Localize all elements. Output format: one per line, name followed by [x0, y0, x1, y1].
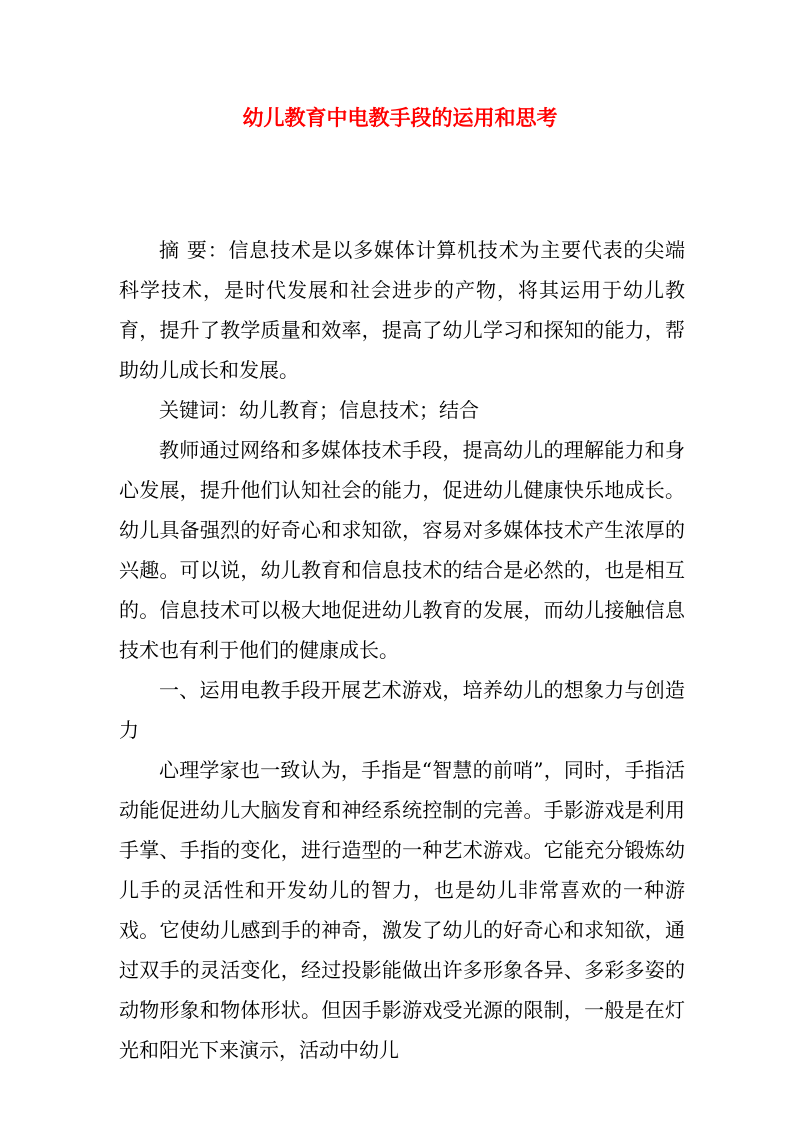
- intro-paragraph: 教师通过网络和多媒体技术手段，提高幼儿的理解能力和身心发展，提升他们认知社会的能力，促进幼儿健康快乐地成长。幼儿具备强烈的好奇心和求知欲，容易对多媒体技术产生浓厚的兴趣。可以说，幼儿教育和信息技术的结合是必然的，也是相互的。信息技术可以极大地促进幼儿教育的发展，而幼儿接触信息技术也有利于他们的健康成长。: [119, 438, 685, 662]
- document-body: [119, 230, 685, 1070]
- section-body-paragraph: 心理学家也一致认为，手指是“智慧的前哨”，同时，手指活动能促进幼儿大脑发育和神经系统控制的完善。手影游戏是利用手掌、手指的变化，进行造型的一种艺术游戏。它能充分锻炼幼儿手的灵活性和开发幼儿的智力，也是幼儿非常喜欢的一种游戏。它使幼儿感到手的神奇，激发了幼儿的好奇心和求知欲，通过双手的灵活变化，经过投影能做出许多形象各异、多彩多姿的动物形象和物体形状。但因手影游戏受光源的限制，一般是在灯光和阳光下来演示，活动中幼儿: [119, 758, 685, 1062]
- document-title: 幼儿教育中电教手段的运用和思考: [242, 105, 558, 130]
- section-heading: 一、运用电教手段开展艺术游戏，培养幼儿的想象力与创造力: [119, 678, 685, 742]
- keywords-paragraph: 关键词：幼儿教育；信息技术；结合: [159, 398, 479, 422]
- abstract-paragraph: 摘 要：信息技术是以多媒体计算机技术为主要代表的尖端科学技术，是时代发展和社会进步的产物，将其运用于幼儿教育，提升了教学质量和效率，提高了幼儿学习和探知的能力，帮助幼儿成长和发展。: [119, 238, 685, 382]
